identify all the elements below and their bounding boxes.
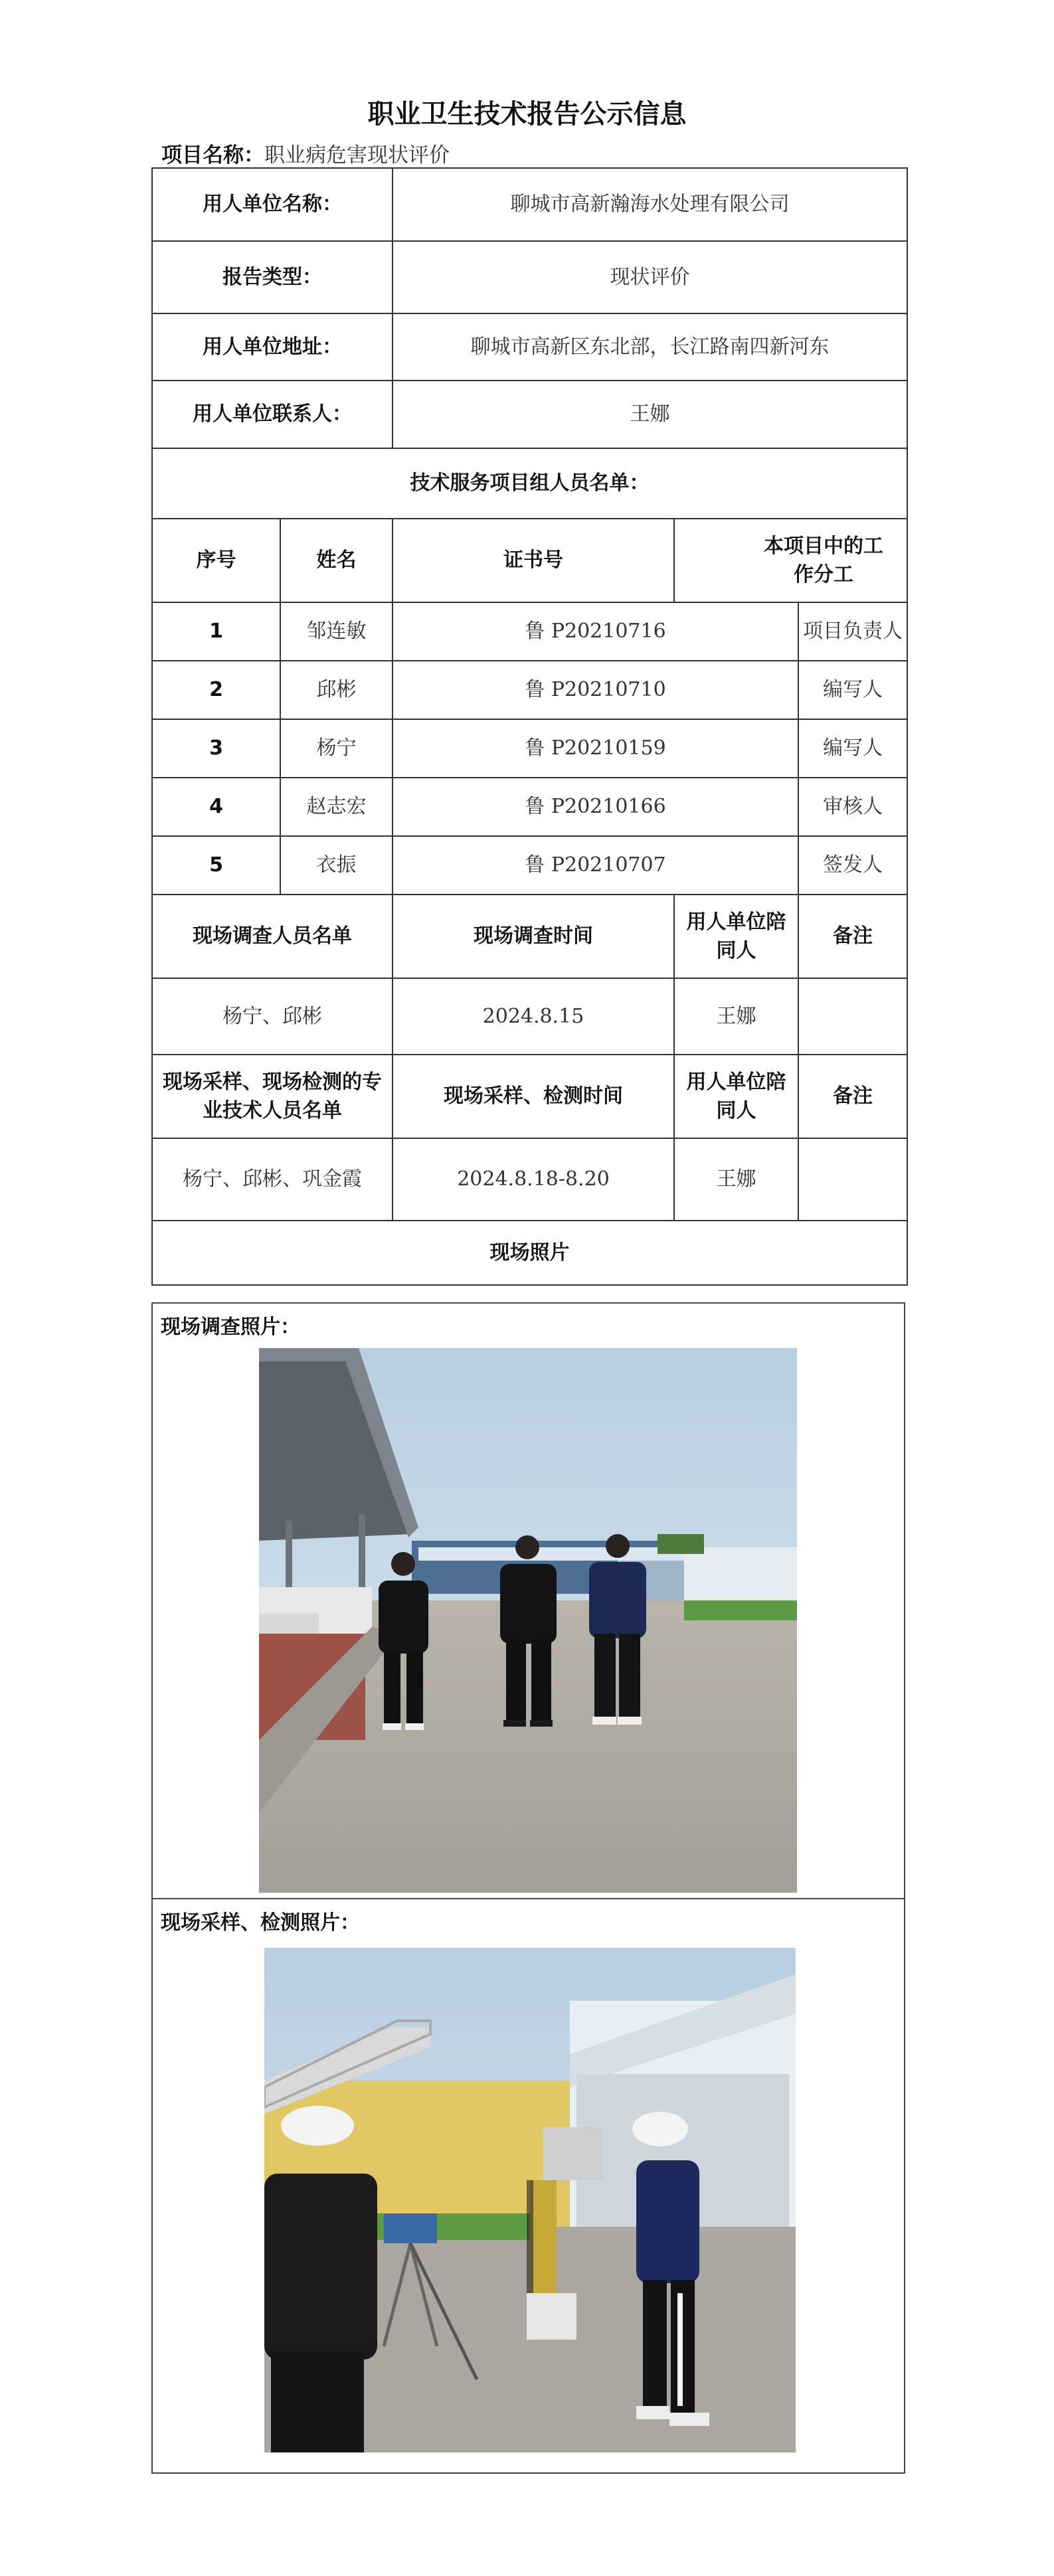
sampling-escort: 王娜 [674,1138,798,1221]
team-row-role: 编写人 [798,661,907,719]
team-row [152,719,907,778]
team-row-name: 杨宁 [280,719,393,778]
team-row-cert: 鲁 P20210159 [393,719,798,778]
sampling-col-staff: 现场采样、现场检测的专业技术人员名单 [152,1055,393,1138]
employer-address-label: 用人单位地址： [152,313,393,381]
team-row-role: 项目负责人 [798,602,907,661]
employer-contact-row [152,381,907,448]
team-col-no: 序号 [152,519,280,602]
sampling-staff: 杨宁、邱彬、巩金霞 [152,1138,393,1221]
team-heading: 技术服务项目组人员名单： [152,448,907,519]
team-row-no: 3 [152,719,280,778]
team-row-role: 审核人 [798,778,907,836]
sampling-photo-label: 现场采样、检测照片： [161,1911,360,1934]
team-row-cert: 鲁 P20210707 [393,836,798,895]
document-title: 职业卫生技术报告公示信息 [367,98,687,129]
survey-header-row [152,895,907,978]
team-row-cert: 鲁 P20210166 [393,778,798,836]
employer-name-value: 聊城市高新瀚海水处理有限公司 [393,168,907,241]
survey-staff: 杨宁、邱彬 [152,978,393,1055]
team-row-no: 4 [152,778,280,836]
survey-row [152,978,907,1055]
employer-name-row [152,168,907,241]
team-row [152,661,907,719]
team-row-name: 邱彬 [280,661,393,719]
sampling-photo-image [264,1948,796,2452]
sampling-header-row [152,1055,907,1138]
sampling-photo [264,1948,796,2452]
report-type-label: 报告类型： [152,241,393,313]
report-type-value: 现状评价 [393,241,907,313]
info-table [151,167,908,1286]
photo-section-divider [153,1898,904,1899]
team-row-no: 2 [152,661,280,719]
team-row-name: 赵志宏 [280,778,393,836]
photos-heading: 现场照片 [152,1221,907,1285]
employer-address-row [152,313,907,381]
report-type-row [152,241,907,313]
team-row [152,778,907,836]
survey-col-escort: 用人单位陪同人 [674,895,798,978]
team-row-role: 编写人 [798,719,907,778]
employer-name-label: 用人单位名称： [152,168,393,241]
team-col-role [674,519,907,602]
survey-photo [259,1348,797,1893]
sampling-col-note: 备注 [798,1055,907,1138]
survey-photo-label: 现场调查照片： [161,1316,300,1339]
sampling-row [152,1138,907,1221]
team-col-cert: 证书号 [393,519,674,602]
team-row-no: 1 [152,602,280,661]
team-col-name: 姓名 [280,519,393,602]
survey-col-note: 备注 [798,895,907,978]
survey-col-staff: 现场调查人员名单 [152,895,393,978]
employer-contact-value: 王娜 [393,381,907,448]
sampling-note [798,1138,907,1221]
survey-col-time: 现场调查时间 [393,895,674,978]
project-label: 项目名称： [161,143,264,167]
team-row-cert: 鲁 P20210710 [393,661,798,719]
survey-escort: 王娜 [674,978,798,1055]
team-row [152,836,907,895]
team-row-name: 衣振 [280,836,393,895]
photo-box [151,1302,905,2474]
survey-time: 2024.8.15 [393,978,674,1055]
employer-address-value: 聊城市高新区东北部，长江路南四新河东 [393,313,907,381]
photos-heading-row [152,1221,907,1285]
sampling-col-escort: 用人单位陪同人 [674,1055,798,1138]
team-row-cert: 鲁 P20210716 [393,602,798,661]
team-row [152,602,907,661]
team-row-name: 邹连敏 [280,602,393,661]
sampling-time: 2024.8.18-8.20 [393,1138,674,1221]
team-heading-row [152,448,907,519]
team-row-role: 签发人 [798,836,907,895]
employer-contact-label: 用人单位联系人： [152,381,393,448]
team-row-no: 5 [152,836,280,895]
project-line [161,138,450,168]
team-header-row [152,519,907,602]
project-value: 职业病危害现状评价 [264,143,450,167]
survey-photo-image [259,1348,797,1893]
survey-note [798,978,907,1055]
team-col-role-text: 本项目中的工作分工 [764,534,884,586]
sampling-col-time: 现场采样、检测时间 [393,1055,674,1138]
